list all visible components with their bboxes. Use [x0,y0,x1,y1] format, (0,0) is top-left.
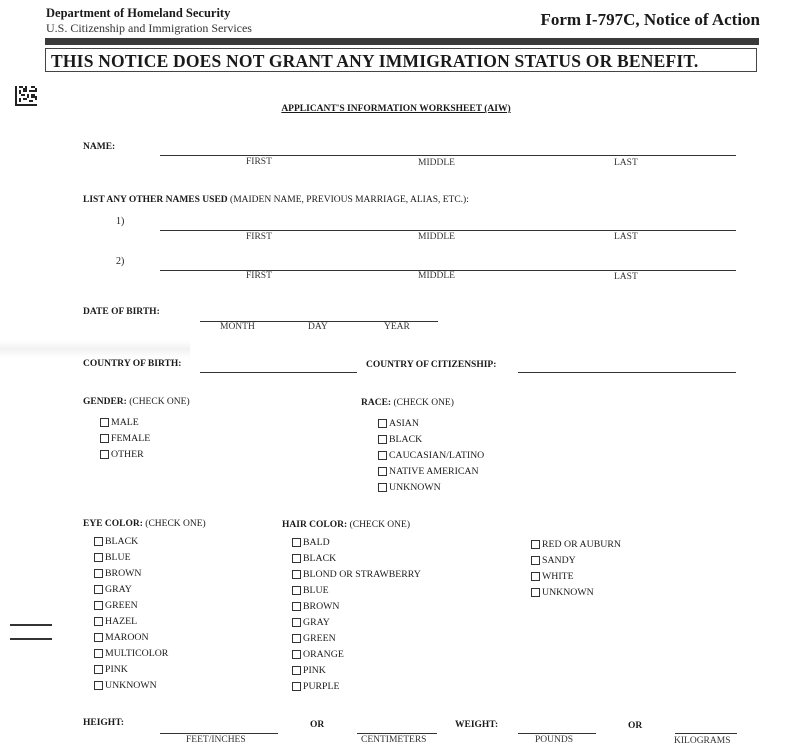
race-option-label: NATIVE AMERICAN [389,466,479,477]
barcode-icon [15,86,37,106]
height-or-label: OR [310,720,325,730]
dob-label: DATE OF BIRTH: [83,307,160,317]
hair-color-option-label: RED OR AUBURN [542,539,621,550]
checkbox-icon[interactable] [292,554,301,563]
hair-color-option-label: BROWN [303,601,340,612]
eye-color-heading [83,519,206,529]
checkbox-icon[interactable] [100,450,109,459]
checkbox-icon[interactable] [94,617,103,626]
weight-kg-caption: KILOGRAMS [674,736,731,746]
hair-color-option[interactable] [292,633,336,644]
checkbox-icon[interactable] [94,537,103,546]
checkbox-icon[interactable] [292,586,301,595]
hair-color-option-label: SANDY [542,555,576,566]
race-option[interactable] [378,466,479,477]
eye-color-option[interactable] [94,552,131,563]
hair-color-option[interactable] [292,617,330,628]
other-name-2-first-caption: FIRST [246,271,272,281]
hair-color-option[interactable] [292,569,421,580]
race-option-label: ASIAN [389,418,419,429]
other-name-1-last-caption: LAST [614,232,638,242]
eye-color-option[interactable] [94,632,149,643]
hair-color-option[interactable] [531,539,621,550]
hair-color-option-label: PURPLE [303,681,340,692]
gender-heading [83,397,190,407]
checkbox-icon[interactable] [292,570,301,579]
weight-or-label: OR [628,721,643,731]
eye-color-hint: (CHECK ONE) [145,519,206,529]
other-name-2-middle-caption: MIDDLE [418,271,455,281]
other-name-1-field[interactable] [160,230,736,231]
height-feet-caption: FEET/INCHES [186,735,246,745]
checkbox-icon[interactable] [531,588,540,597]
race-hint: (CHECK ONE) [393,398,454,408]
hair-color-option[interactable] [292,537,330,548]
race-option[interactable] [378,434,422,445]
hair-color-option-label: ORANGE [303,649,344,660]
checkbox-icon[interactable] [531,540,540,549]
weight-label: WEIGHT: [455,720,499,730]
checkbox-icon[interactable] [94,601,103,610]
other-name-2-last-caption: LAST [614,272,638,282]
hair-color-heading [282,520,410,530]
hair-color-option[interactable] [531,555,576,566]
hair-color-option[interactable] [292,601,339,612]
checkbox-icon[interactable] [100,418,109,427]
checkbox-icon[interactable] [94,553,103,562]
eye-color-option[interactable] [94,584,132,595]
checkbox-icon[interactable] [94,649,103,658]
hair-color-option-label: BLACK [303,553,337,564]
dob-month-caption: MONTH [220,322,255,332]
country-of-citizenship-field[interactable] [518,372,736,373]
checkbox-icon[interactable] [531,572,540,581]
margin-mark-top [10,624,52,626]
height-label: HEIGHT: [83,718,124,728]
worksheet-title: APPLICANT'S INFORMATION WORKSHEET (AIW) [281,104,511,114]
hair-color-option[interactable] [531,587,594,598]
checkbox-icon[interactable] [292,666,301,675]
hair-color-option-label: BALD [303,537,330,548]
name-label: NAME: [83,142,116,152]
country-of-birth-field[interactable] [200,372,357,373]
hair-color-option-label: GREEN [303,633,336,644]
header-rule [45,38,759,45]
gender-option[interactable] [100,449,144,460]
other-names-label: LIST ANY OTHER NAMES USED [83,195,228,205]
eye-color-option[interactable] [94,536,138,547]
name-last-caption: LAST [614,158,638,168]
eye-color-option-label: GRAY [105,584,132,595]
race-label: RACE: [361,398,392,408]
scan-shadow [0,340,190,358]
eye-color-option-label: MAROON [105,632,149,643]
name-field[interactable] [160,155,736,156]
margin-mark-bottom [10,638,52,640]
hair-color-option[interactable] [292,649,344,660]
eye-color-option[interactable] [94,568,141,579]
hair-color-option[interactable] [292,585,329,596]
checkbox-icon[interactable] [94,585,103,594]
hair-color-option-label: BLUE [303,585,329,596]
checkbox-icon[interactable] [94,665,103,674]
eye-color-option-label: PINK [105,664,128,675]
hair-color-option[interactable] [292,665,326,676]
checkbox-icon[interactable] [378,467,387,476]
checkbox-icon[interactable] [292,618,301,627]
country-of-citizenship-label: COUNTRY OF CITIZENSHIP: [366,360,497,370]
agency-name: U.S. Citizenship and Immigration Services [46,21,252,35]
name-middle-caption: MIDDLE [418,158,455,168]
hair-color-label: HAIR COLOR: [282,520,348,530]
race-option-label: BLACK [389,434,423,445]
dob-day-caption: DAY [308,322,328,332]
gender-hint: (CHECK ONE) [129,397,190,407]
checkbox-icon[interactable] [100,434,109,443]
height-feet-field[interactable] [160,733,278,734]
other-name-1-first-caption: FIRST [246,232,272,242]
other-name-1-middle-caption: MIDDLE [418,232,455,242]
eye-color-option[interactable] [94,648,168,659]
height-cm-field[interactable] [357,733,437,734]
height-cm-caption: CENTIMETERS [361,735,427,745]
hair-color-hint: (CHECK ONE) [349,520,410,530]
checkbox-icon[interactable] [292,538,301,547]
notice-banner: THIS NOTICE DOES NOT GRANT ANY IMMIGRATION STATUS OR BENEFIT. [45,48,757,72]
other-name-2-number: 2) [116,256,125,267]
hair-color-option[interactable] [292,681,339,692]
other-name-1-number: 1) [116,216,125,227]
race-option-label: CAUCASIAN/LATINO [389,450,485,461]
other-names-heading [83,195,469,205]
checkbox-icon[interactable] [292,634,301,643]
eye-color-label: EYE COLOR: [83,519,143,529]
checkbox-icon[interactable] [94,633,103,642]
checkbox-icon[interactable] [378,419,387,428]
eye-color-option[interactable] [94,616,137,627]
eye-color-option-label: BLUE [105,552,131,563]
hair-color-option-label: UNKNOWN [542,587,594,598]
race-heading [361,398,454,408]
race-option[interactable] [378,482,441,493]
checkbox-icon[interactable] [292,682,301,691]
checkbox-icon[interactable] [378,483,387,492]
eye-color-option[interactable] [94,680,157,691]
checkbox-icon[interactable] [378,451,387,460]
eye-color-option-label: MULTICOLOR [105,648,169,659]
checkbox-icon[interactable] [531,556,540,565]
eye-color-option-label: HAZEL [105,616,138,627]
eye-color-option-label: BROWN [105,568,142,579]
hair-color-option-label: WHITE [542,571,574,582]
checkbox-icon[interactable] [94,569,103,578]
hair-color-option-label: PINK [303,665,326,676]
hair-color-option[interactable] [531,571,574,582]
gender-option-label: OTHER [111,449,144,460]
eye-color-option-label: BLACK [105,536,139,547]
gender-label: GENDER: [83,397,127,407]
race-option[interactable] [378,418,419,429]
hair-color-option-label: BLOND OR STRAWBERRY [303,569,421,580]
gender-option[interactable] [100,417,139,428]
hair-color-option-label: GRAY [303,617,330,628]
checkbox-icon[interactable] [292,602,301,611]
eye-color-option[interactable] [94,664,128,675]
other-names-hint: (MAIDEN NAME, PREVIOUS MARRIAGE, ALIAS, ETC.): [230,195,469,205]
checkbox-icon[interactable] [94,681,103,690]
gender-option[interactable] [100,433,150,444]
eye-color-option-label: UNKNOWN [105,680,157,691]
eye-color-option-label: GREEN [105,600,138,611]
gender-option-label: MALE [111,417,139,428]
race-option-label: UNKNOWN [389,482,441,493]
hair-color-option[interactable] [292,553,336,564]
race-option[interactable] [378,450,484,461]
form-title: Form I-797C, Notice of Action [540,10,760,29]
weight-pounds-field[interactable] [518,733,596,734]
eye-color-option[interactable] [94,600,138,611]
gender-option-label: FEMALE [111,433,151,444]
name-first-caption: FIRST [246,157,272,167]
weight-pounds-caption: POUNDS [535,735,574,745]
checkbox-icon[interactable] [292,650,301,659]
dob-year-caption: YEAR [384,322,410,332]
checkbox-icon[interactable] [378,435,387,444]
department-name: Department of Homeland Security [46,6,231,20]
weight-kg-field[interactable] [675,733,737,734]
country-of-birth-label: COUNTRY OF BIRTH: [83,359,182,369]
